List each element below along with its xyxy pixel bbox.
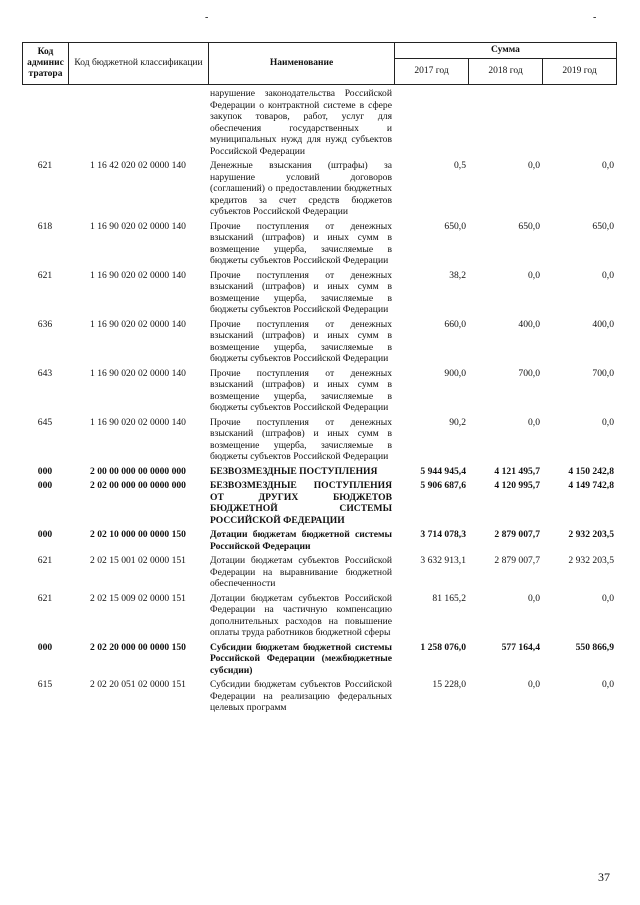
value-2019-cell: 650,0 <box>592 220 614 232</box>
table-row <box>22 417 616 463</box>
kbk-cell: 2 02 20 000 00 0000 150 <box>90 641 186 653</box>
value-2017-cell: 81 165,2 <box>432 592 466 604</box>
table-body <box>22 88 616 717</box>
value-2017-cell: 0,5 <box>454 160 466 171</box>
col-admin-header: Код админис тратора <box>23 43 69 85</box>
year-header: 2019 год <box>543 59 617 85</box>
kbk-cell: 2 02 15 009 02 0000 151 <box>90 592 186 604</box>
value-2019-cell: 4 149 742,8 <box>568 480 614 491</box>
table-row <box>22 221 616 267</box>
value-2019-cell: 0,0 <box>602 269 614 281</box>
admin-code-cell: 621 <box>37 160 53 171</box>
admin-code-cell: 000 <box>37 641 53 653</box>
admin-code-cell: 621 <box>37 592 53 604</box>
value-2017-cell: 3 632 913,1 <box>420 555 466 566</box>
kbk-cell: 1 16 90 020 02 0000 140 <box>90 318 186 330</box>
value-2017-cell: 1 258 076,0 <box>420 641 466 653</box>
table-row <box>22 319 616 365</box>
admin-code-cell: 000 <box>37 529 53 540</box>
value-2018-cell: 2 879 007,7 <box>494 555 540 566</box>
value-2019-cell: 400,0 <box>592 318 614 330</box>
admin-code-cell: 618 <box>37 220 53 232</box>
value-2018-cell: 700,0 <box>518 367 540 379</box>
kbk-cell: 1 16 90 020 02 0000 140 <box>90 269 186 281</box>
header-mark: - <box>593 12 597 23</box>
value-2018-cell: 577 164,4 <box>501 641 540 653</box>
admin-code-cell: 643 <box>37 367 53 379</box>
table-row <box>22 368 616 414</box>
kbk-cell: 2 02 20 051 02 0000 151 <box>90 679 186 690</box>
value-2017-cell: 15 228,0 <box>432 679 466 690</box>
kbk-cell: 2 02 00 000 00 0000 000 <box>90 480 186 491</box>
value-2017-cell: 900,0 <box>444 367 466 379</box>
value-2017-cell: 38,2 <box>449 269 466 281</box>
table-header <box>22 42 617 85</box>
value-2018-cell: 650,0 <box>518 220 540 232</box>
name-cell: БЕЗВОЗМЕЗДНЫЕ ПОСТУПЛЕНИЯ ОТ ДРУГИХ БЮДЖЕТОВ БЮДЖЕТНОЙ СИСТЕМЫ РОССИЙСКОЙ ФЕДЕРАЦИИ <box>210 480 392 526</box>
admin-code-cell: 000 <box>37 480 53 491</box>
table-row <box>22 679 616 714</box>
table-row <box>22 642 616 677</box>
year-header: 2018 год <box>469 59 543 85</box>
name-cell: Субсидии бюджетам бюджетной системы Российской Федерации (межбюджетные субсидии) <box>210 641 392 676</box>
value-2019-cell: 0,0 <box>602 679 614 690</box>
name-cell: БЕЗВОЗМЕЗДНЫЕ ПОСТУПЛЕНИЯ <box>210 465 378 477</box>
name-cell: Дотации бюджетам бюджетной системы Российской Федерации <box>210 529 392 552</box>
kbk-cell: 2 00 00 000 00 0000 000 <box>90 465 186 477</box>
name-cell: Прочие поступления от денежных взысканий (штрафов) и иных сумм в возмещение ущерба, зачисляемые в бюджеты субъектов Российской Федерации <box>210 416 392 462</box>
value-2017-cell: 90,2 <box>449 416 466 428</box>
value-2019-cell: 550 866,9 <box>575 641 614 653</box>
value-2017-cell: 5 906 687,6 <box>420 480 466 491</box>
table-row <box>22 270 616 316</box>
name-cell: нарушение законодательства Российской Федерации о контрактной системе в сфере закупок товаров, работ, услуг для обеспечения государственных и муниципальных нужд для нужд субъектов Российской Федерации <box>210 88 392 157</box>
admin-code-cell: 645 <box>37 416 53 428</box>
table-row <box>22 88 616 157</box>
value-2019-cell: 0,0 <box>602 416 614 428</box>
table-row <box>22 593 616 639</box>
value-2019-cell: 700,0 <box>592 367 614 379</box>
name-cell: Прочие поступления от денежных взысканий (штрафов) и иных сумм в возмещение ущерба, зачисляемые в бюджеты субъектов Российской Федерации <box>210 269 392 315</box>
value-2017-cell: 3 714 078,3 <box>420 529 466 540</box>
value-2018-cell <box>468 88 542 157</box>
admin-code-cell <box>22 88 68 157</box>
kbk-cell: 2 02 15 001 02 0000 151 <box>90 555 186 566</box>
value-2019-cell: 2 932 203,5 <box>568 529 614 540</box>
value-2019-cell: 4 150 242,8 <box>568 465 614 477</box>
admin-code-cell: 615 <box>37 679 53 690</box>
name-cell: Дотации бюджетам субъектов Российской Федерации на выравнивание бюджетной обеспеченности <box>210 555 392 589</box>
value-2018-cell: 0,0 <box>528 160 540 171</box>
table-row <box>22 529 616 552</box>
value-2018-cell: 0,0 <box>528 679 540 690</box>
col-kbk-header: Код бюджетной классификации <box>69 43 209 85</box>
value-2018-cell: 0,0 <box>528 416 540 428</box>
value-2018-cell: 4 120 995,7 <box>494 480 540 491</box>
name-cell: Прочие поступления от денежных взысканий (штрафов) и иных сумм в возмещение ущерба, зачисляемые в бюджеты субъектов Российской Федерации <box>210 220 392 266</box>
table-row <box>22 466 616 478</box>
col-name-header: Наименование <box>209 43 395 85</box>
name-cell: Прочие поступления от денежных взысканий (штрафов) и иных сумм в возмещение ущерба, зачисляемые в бюджеты субъектов Российской Федерации <box>210 318 392 364</box>
value-2019-cell: 0,0 <box>602 160 614 171</box>
header-mark: - <box>205 12 209 23</box>
kbk-cell: 1 16 42 020 02 0000 140 <box>90 160 186 171</box>
kbk-cell: 1 16 90 020 02 0000 140 <box>90 367 186 379</box>
value-2018-cell: 0,0 <box>528 269 540 281</box>
value-2017-cell: 660,0 <box>444 318 466 330</box>
name-cell: Прочие поступления от денежных взысканий (штрафов) и иных сумм в возмещение ущерба, зачисляемые в бюджеты субъектов Российской Федерации <box>210 367 392 413</box>
value-2017-cell: 650,0 <box>444 220 466 232</box>
table-row <box>22 160 616 218</box>
kbk-cell: 1 16 90 020 02 0000 140 <box>90 416 186 428</box>
name-cell: Дотации бюджетам субъектов Российской Федерации на частичную компенсацию дополнительных расходов на повышение оплаты труда работников бюджетной сферы <box>210 592 392 638</box>
kbk-cell <box>68 88 208 157</box>
value-2018-cell: 0,0 <box>528 592 540 604</box>
value-2019-cell: 0,0 <box>602 592 614 604</box>
page-number: 37 <box>598 870 610 884</box>
name-cell: Денежные взыскания (штрафы) за нарушение условий договоров (соглашений) о предоставлении бюджетных кредитов за счет средств бюджетов субъектов Российской Федерации <box>210 160 392 217</box>
admin-code-cell: 621 <box>37 269 53 281</box>
value-2019-cell: 2 932 203,5 <box>568 555 614 566</box>
value-2019-cell <box>542 88 616 157</box>
kbk-cell: 1 16 90 020 02 0000 140 <box>90 220 186 232</box>
admin-code-cell: 636 <box>37 318 53 330</box>
table-row <box>22 480 616 526</box>
value-2017-cell: 5 944 945,4 <box>420 465 466 477</box>
value-2018-cell: 4 121 495,7 <box>494 465 540 477</box>
col-sum-header: Сумма <box>395 43 617 59</box>
table-row <box>22 555 616 590</box>
value-2018-cell: 400,0 <box>518 318 540 330</box>
admin-code-cell: 000 <box>37 465 53 477</box>
name-cell: Субсидии бюджетам субъектов Российской Федерации на реализацию федеральных целевых программ <box>210 679 392 713</box>
value-2017-cell <box>394 88 468 157</box>
year-header: 2017 год <box>395 59 469 85</box>
value-2018-cell: 2 879 007,7 <box>494 529 540 540</box>
kbk-cell: 2 02 10 000 00 0000 150 <box>90 529 186 540</box>
admin-code-cell: 621 <box>37 555 53 566</box>
